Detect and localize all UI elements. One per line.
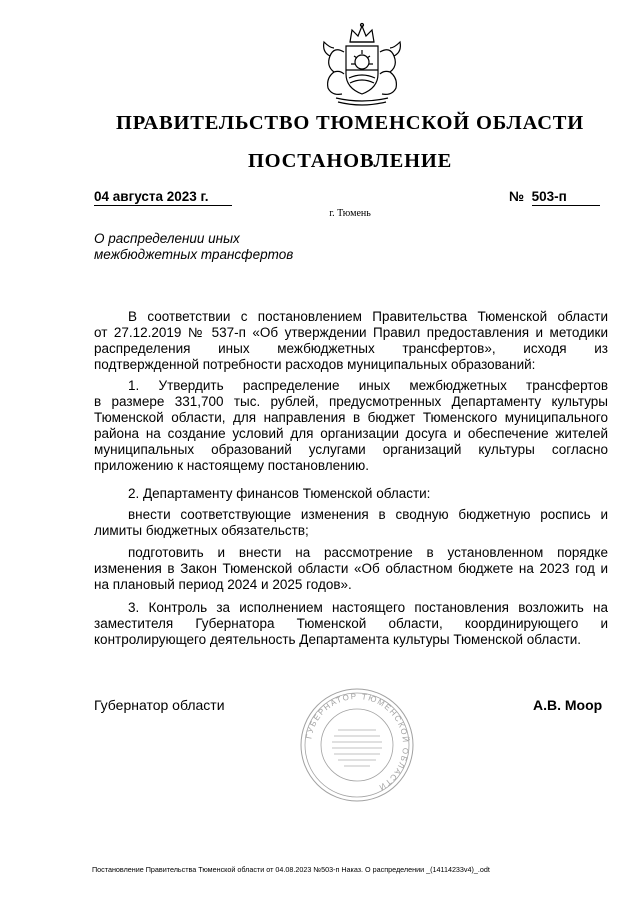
item-2b-paragraph: [94, 545, 608, 593]
text-line: подготовить и внести на рассмотрение в установленном порядке: [128, 545, 608, 560]
intro-paragraph: [94, 309, 608, 373]
document-subject: [94, 231, 354, 263]
text-line: 3. Контроль за исполнением настоящего постановления возложить на: [128, 600, 608, 615]
document-type-title: ПОСТАНОВЛЕНИЕ: [247, 150, 453, 172]
text-line: от 27.12.2019 № 537-п «Об утверждении Правил предоставления и методики: [94, 325, 608, 340]
text-line: в размере 331,700 тыс. рублей, предусмотренных Департаменту культуры: [94, 394, 608, 409]
text-line: Тюменской области, для направления в бюджет Тюменского муниципального: [94, 410, 608, 425]
text-line: приложению к настоящему постановлению.: [94, 458, 369, 473]
item-2-paragraph: [94, 486, 608, 502]
text-line: В соответствии с постановлением Правительства Тюменской области: [128, 309, 608, 324]
text-line: на плановый период 2024 и 2025 годов».: [94, 577, 352, 592]
text-line: лимиты бюджетных обязательств;: [94, 523, 309, 538]
text-line: района на создание условий для организации досуга и обеспечение жителей: [94, 426, 608, 441]
signatory-position: Губернатор области: [94, 697, 225, 713]
signatory-name: А.В. Моор: [533, 697, 603, 713]
tyumen-coat-of-arms-icon: [316, 22, 408, 106]
document-number-prefix: №: [509, 189, 525, 204]
document-number: [509, 189, 605, 206]
text-line: подтвержденной потребности расходов муниципальных образований:: [94, 357, 536, 372]
text-line: распределения иных межбюджетных трансфертов», исходя из: [94, 341, 608, 356]
document-city: г. Тюмень: [329, 208, 371, 219]
text-line: контролирующего деятельность Департамента культуры Тюменской области.: [94, 632, 582, 647]
organization-title: ПРАВИТЕЛЬСТВО ТЮМЕНСКОЙ ОБЛАСТИ: [115, 112, 585, 134]
text-line: изменения в Закон Тюменской области «Об областном бюджете на 2023 год и: [94, 561, 608, 576]
stamp-text: ГУБЕРНАТОР ТЮМЕНСКОЙ ОБЛАСТИ: [304, 691, 411, 793]
subject-line: межбюджетных трансфертов: [94, 247, 294, 262]
official-stamp: [298, 686, 416, 804]
item-1-paragraph: [94, 378, 608, 474]
text-line: муниципальных образований услугами организаций культуры согласно: [94, 442, 608, 457]
document-footer: Постановление Правительства Тюменской области от 04.08.2023 №503-п Наказ. О распределении _(14114233v4)_.odt: [92, 865, 490, 874]
document-number-value: 503-п: [532, 189, 600, 206]
subject-line: О распределении иных: [94, 231, 240, 246]
text-line: 1. Утвердить распределение иных межбюджетных трансфертов: [128, 378, 608, 393]
item-3-paragraph: [94, 600, 608, 648]
document-date: 04 августа 2023 г.: [94, 189, 232, 206]
text-line: заместителя Губернатора Тюменской области, координирующего и: [94, 616, 608, 631]
text-line: внести соответствующие изменения в сводную бюджетную роспись и: [128, 507, 608, 522]
text-line: 2. Департаменту финансов Тюменской области:: [128, 486, 431, 501]
item-2a-paragraph: [94, 507, 608, 539]
